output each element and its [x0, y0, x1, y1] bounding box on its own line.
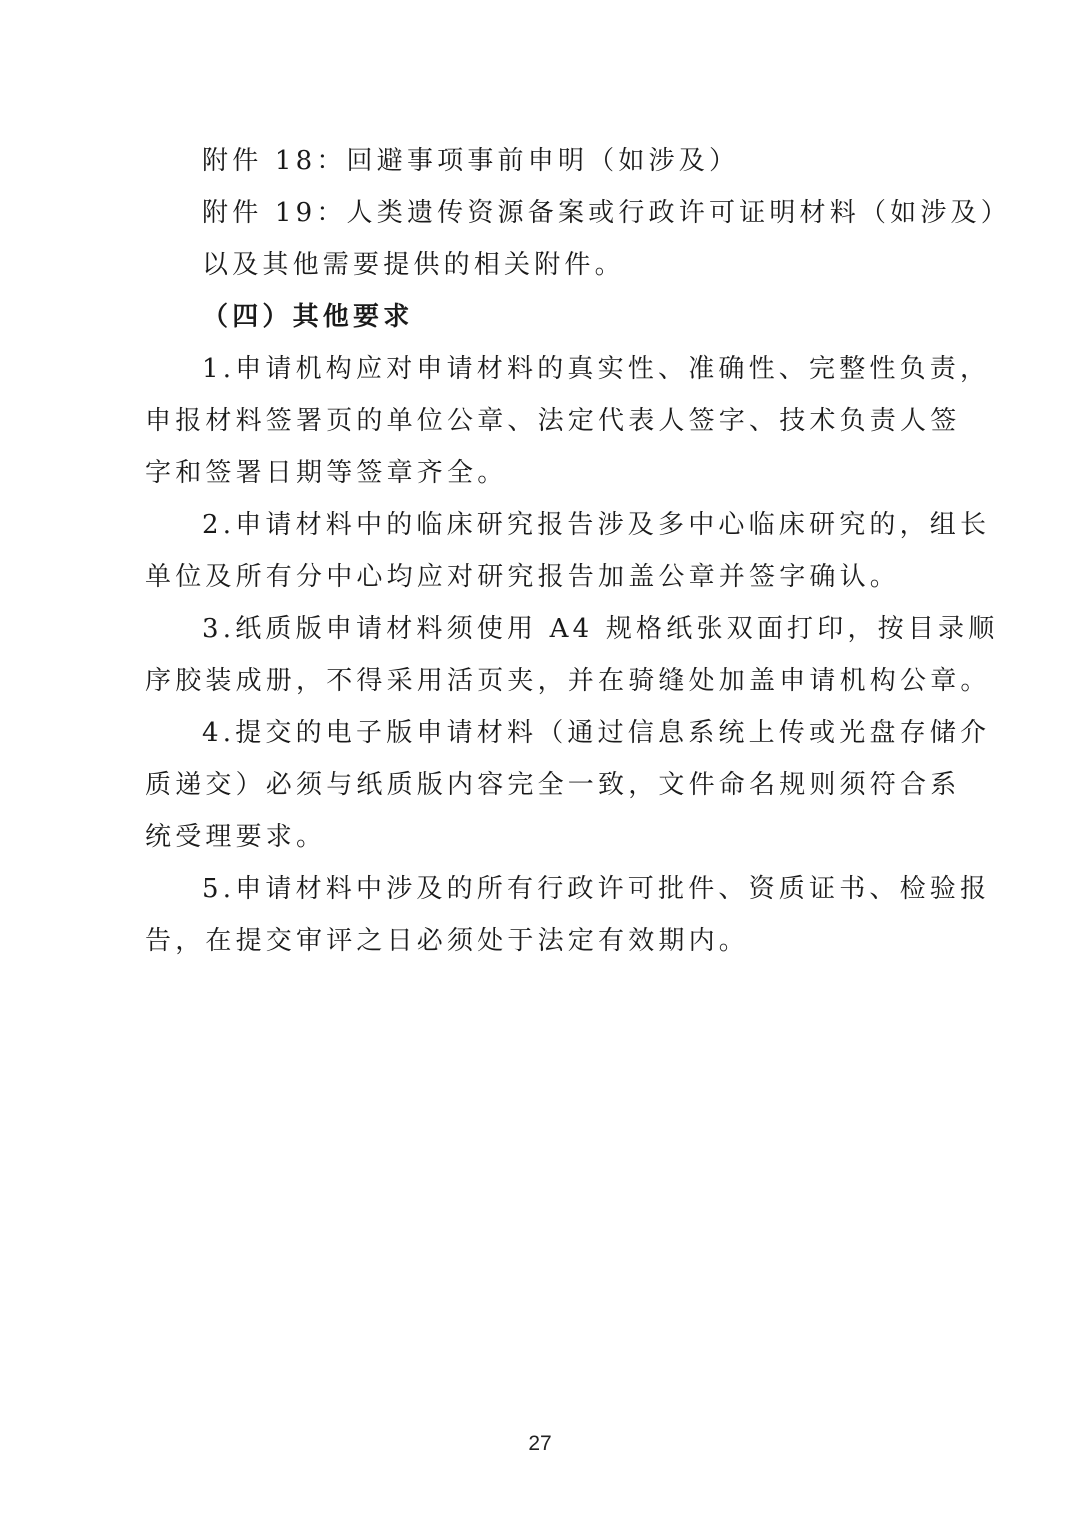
document-body	[145, 135, 1011, 967]
requirement-line: 1.申请机构应对申请材料的真实性、准确性、完整性负责，	[202, 354, 991, 384]
requirement-line: 序胶装成册，不得采用活页夹，并在骑缝处加盖申请机构公章。	[145, 666, 991, 696]
requirement-line: 3.纸质版申请材料须使用 A4 规格纸张双面打印，按目录顺	[202, 614, 999, 644]
requirement-item	[145, 707, 991, 863]
requirement-item	[145, 343, 991, 499]
attachment-line: 以及其他需要提供的相关附件。	[202, 250, 625, 280]
requirement-line: 统受理要求。	[145, 822, 327, 852]
requirement-item	[145, 499, 991, 603]
section-heading: （四）其他要求	[202, 302, 414, 332]
requirement-line: 质递交）必须与纸质版内容完全一致，文件命名规则须符合系	[145, 770, 961, 800]
requirement-line: 字和签署日期等签章齐全。	[145, 458, 508, 488]
requirement-line: 4.提交的电子版申请材料（通过信息系统上传或光盘存储介	[202, 718, 991, 748]
requirement-line: 申报材料签署页的单位公章、法定代表人签字、技术负责人签	[145, 406, 961, 436]
page-number: 27	[528, 1432, 552, 1455]
requirement-line: 告，在提交审评之日必须处于法定有效期内。	[145, 926, 750, 956]
requirement-line: 2.申请材料中的临床研究报告涉及多中心临床研究的，组长	[202, 510, 991, 540]
attachment-line: 附件 18：回避事项事前申明（如涉及）	[202, 146, 740, 176]
requirement-item	[145, 603, 999, 707]
requirement-line: 单位及所有分中心均应对研究报告加盖公章并签字确认。	[145, 562, 901, 592]
requirement-item	[145, 863, 991, 967]
requirement-line: 5.申请材料中涉及的所有行政许可批件、资质证书、检验报	[202, 874, 991, 904]
attachment-line: 附件 19：人类遗传资源备案或行政许可证明材料（如涉及）	[202, 198, 1011, 228]
